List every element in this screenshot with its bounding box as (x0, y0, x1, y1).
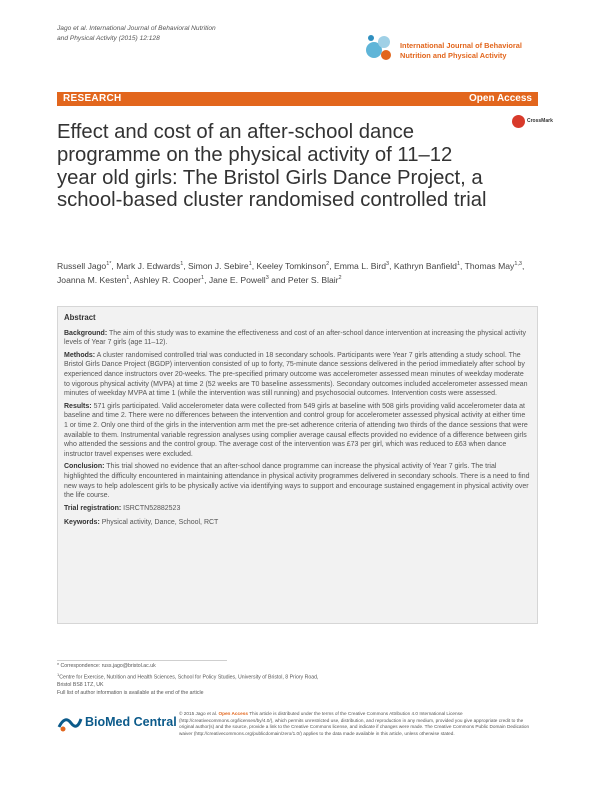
crossmark-icon (512, 115, 525, 128)
open-access-label: Open Access (469, 93, 532, 104)
article-title: Effect and cost of an after-school dance programme on the physical activity of 11–12 year old girls: The Bristol Girls Dance Project, a school-based cluster randomised controlled trial (57, 121, 487, 212)
affiliation-note: $^1$Centre for Exercise, Nutrition and Health Sciences, School for Policy Studies, University of Bristol, 8 Priory Road, Bristol BS8 1TZ, UK (57, 671, 319, 689)
journal-logo (362, 30, 542, 68)
author-name: Kathryn Banfield (393, 260, 457, 271)
author-name: Jane E. Powell (208, 274, 266, 285)
abstract-conclusion: Conclusion: This trial showed no evidence that an after-school dance programme can increase the physical activity of Year 7 girls. The trial highlighted the difficulty encountered in maintaining attendance in physical activity programmes delivered in secondary schools. There is a need to find new ways to help adolescent girls to be physically active via identifying ways to support and encourage sustained engagement in physical activity over the life course. (64, 463, 530, 500)
publisher-name: BioMed Central (85, 715, 177, 729)
section-bar (57, 92, 538, 106)
publisher-logo (57, 713, 177, 735)
author-name: Ashley R. Cooper (133, 274, 202, 285)
author-name: Simon J. Sebire (188, 260, 249, 271)
article-type-label: RESEARCH (63, 93, 122, 104)
author-affiliation-sup: 1 (201, 274, 205, 281)
footnotes (57, 663, 327, 698)
citation-line-1: Jago et al. International Journal of Behavioral Nutrition (57, 25, 216, 32)
author-name: Mark J. Edwards (116, 260, 181, 271)
abstract-results: Results: 571 girls participated. Valid accelerometer data were collected from 549 girls at baseline with 508 girls providing valid accelerometer data at baseline and time 2. There were no differences between the intervention and control group for accelerometer assessed physical activity at either time 1 or time 2. Only one third of the girls in the intervention arm met the pre-set adherence criteria of attending two thirds of the dance sessions that were available to them. Instrumental variable regression analyses using complier average causal effects provided no evidence of a difference between girls who attended the sessions and the control group. The average cost of the intervention was £73 per girl, which was reduced to £63 when dance instructor travel expenses were excluded. (64, 402, 528, 458)
author-name: Russell Jago (57, 260, 107, 271)
abstract-heading: Abstract (64, 313, 96, 322)
author-affiliation-sup: 2 (326, 261, 330, 267)
abstract-methods: Methods: A cluster randomised controlled trial was conducted in 18 secondary schools. Participants were Year 7 girls attending a study school. The Bristol Girls Dance Project (BGDP) intervention consisted of up to forty, 75-minute dance sessions delivered in the period immediately after school by experienced dance instructors over 20-weeks. The pre-specified primary outcome was accelerometer assessed mean minutes of weekday moderate to vigorous physical activity (MVPA) at time 2 (52 weeks are T0 baseline assessments). Secondary outcomes included accelerometer assessed mean minutes of weekday MVPA at time 1 (while the intervention was still running) and psychosocial outcomes. Intervention costs were assessed. (64, 351, 528, 398)
abstract-box (57, 306, 538, 624)
author-affiliation-sup: 3 (386, 261, 390, 267)
abstract-keywords: Keywords: Physical activity, Dance, School, RCT (64, 519, 219, 527)
author-affiliation-sup: 1,3 (514, 261, 522, 267)
author-name: Emma L. Bird (333, 260, 387, 271)
author-affiliation-sup: 3 (265, 274, 269, 281)
author-info-note: Full list of author information is available at the end of the article (57, 690, 204, 697)
footnote-divider (57, 660, 227, 661)
citation (57, 24, 327, 44)
crossmark-badge[interactable] (512, 114, 553, 132)
author-name: Thomas May (464, 260, 515, 271)
author-name: Joanna M. Kesten (57, 274, 127, 285)
abstract-background: Background: The aim of this study was to examine the effectiveness and cost of an after-school dance intervention at increasing the physical activity levels of Year 7 girls (age 11–12). (64, 329, 526, 347)
author-affiliation-sup: 1 (456, 261, 461, 267)
journal-name: International Journal of Behavioral Nutrition and Physical Activity (400, 41, 522, 60)
author-name: Keeley Tomkinson (256, 260, 327, 271)
author-list: Russell Jago$^{1*}$, Mark J. Edwards$^1$, Simon J. Sebire$^1$, Keeley Tomkinson$^2$, Emma L. Bird$^3$, Kathryn Banfield$^1$, Thomas May$^{1,3}$, Joanna M. Kesten$^1$, Ashley R. Cooper$^1$, Jane E. Powell$^3$ and Peter S. Blair$^2$ (57, 260, 525, 285)
biomed-central-icon (57, 713, 83, 733)
author-affiliation-sup: 1 (180, 261, 184, 267)
correspondence-note: * Correspondence: russ.jago@bristol.ac.uk (57, 663, 156, 669)
author-affiliation-sup: 1 (126, 274, 130, 281)
license-text: © 2015 Jago et al. Open Access This article is distributed under the terms of the Creative Commons Attribution 4.0 International License (http://creativecommons.org/licenses/by/4.0/), which permits unrestricted use, distribution, and reproduction in any medium, provided you give appropriate credit to the original author(s) and the source, provide a link to the Creative Commons license, and indicate if changes were made. The Creative Commons Public Domain Dedication waiver (http://creativecommons.org/publicdomain/zero/1.0/) applies to the data made available in this article, unless otherwise stated. (179, 711, 530, 737)
citation-line-2: and Physical Activity (2015) 12:128 (57, 35, 160, 42)
crossmark-label: CrossMark (527, 118, 553, 124)
abstract-trial-registration: Trial registration: ISRCTN52882523 (64, 504, 181, 512)
author-affiliation-sup: 1* (106, 261, 112, 267)
author-affiliation-sup: 2 (338, 274, 342, 281)
author-name: Peter S. Blair (287, 274, 339, 285)
author-affiliation-sup: 1 (248, 261, 252, 267)
journal-logo-icon (362, 30, 398, 66)
